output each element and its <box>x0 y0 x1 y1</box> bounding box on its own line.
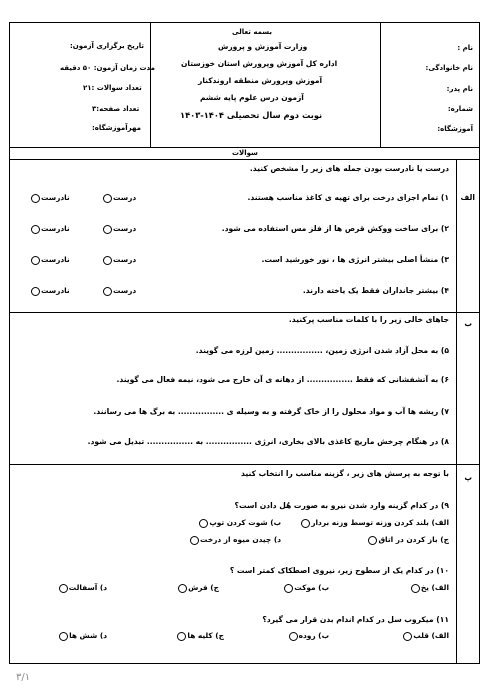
radio-circle-icon <box>31 225 40 234</box>
radio-circle-icon <box>103 194 112 203</box>
region: آموزش وپرورش منطقه اروندکنار <box>198 76 323 85</box>
ministry: وزارت آموزش و پرورش <box>218 42 308 51</box>
section-label-pe: پ <box>464 473 472 482</box>
q9-text: ۹) در کدام گزینه وارد شدن نیرو به صورت هُل دادن است؟ <box>234 501 449 510</box>
page-number: ۳/۱ <box>16 672 31 683</box>
q10-option-c[interactable]: ج) فرش <box>177 583 219 593</box>
radio-circle-icon <box>103 225 112 234</box>
q10-option-d[interactable]: د) آسفالت <box>58 583 107 593</box>
radio-circle-icon <box>31 287 40 296</box>
q11-option-c[interactable]: ج) کلیه ها <box>176 631 224 641</box>
section-label-be: ب <box>464 319 472 328</box>
alef-instruction: درست یا نادرست بودن جمله های زیر را مشخص کنید. <box>249 164 449 173</box>
q10-option-b[interactable]: ب) موکت <box>283 583 329 593</box>
field-date: تاریخ برگزاری آزمون: <box>70 42 145 50</box>
q11-option-d[interactable]: د) شش ها <box>58 631 107 641</box>
radio-circle-icon <box>301 519 310 528</box>
basmala: بسمه تعالی <box>232 28 273 36</box>
q9-option-d[interactable]: د) چیدن میوه از درخت <box>189 535 281 545</box>
field-stamp: مهرآموزشگاه: <box>92 124 141 132</box>
term: نوبت دوم سال تحصیلی ۱۴۰۴-۱۴۰۳ <box>180 110 323 120</box>
q9-option-b[interactable]: ب) شوت کردن توپ <box>198 518 281 528</box>
radio-circle-icon <box>199 519 208 528</box>
field-father: نام پدر: <box>446 85 473 93</box>
field-duration: مدت زمان آزمون: ۵۰ دقیقه <box>60 64 155 72</box>
field-number: شماره: <box>447 105 473 113</box>
be-item-8: ۸) در هنگام چرخش ماریچ کاغذی بالای بخاری، انرژی ................ به ................ تبدیل می شود. <box>87 437 449 446</box>
pe-instruction: با توجه به پرسش های زیر ، گزینه مناسب را انتخاب کنید <box>241 469 449 478</box>
alef-2-false[interactable]: نادرست <box>30 224 70 234</box>
radio-circle-icon <box>31 194 40 203</box>
q9-option-a[interactable]: الف) بلند کردن وزنه توسط وزنه بردار <box>300 518 449 528</box>
alef-item-2: ۲) برای ساخت ووکش قرص ها از فلز مس استفاده می شود. <box>221 224 449 233</box>
alef-1-true[interactable]: درست <box>102 193 136 203</box>
exam-sheet <box>9 22 480 664</box>
alef-2-true[interactable]: درست <box>102 224 136 234</box>
be-item-7: ۷) ریشه ها آب و مواد محلول را از خاک گرفته و به وسیله ی ................ به برگ ها می رسانند. <box>93 407 449 416</box>
radio-circle-icon <box>59 584 68 593</box>
radio-circle-icon <box>178 584 187 593</box>
radio-circle-icon <box>368 536 377 545</box>
alef-item-4: ۴) بیشتر جانداران فقط یک یاخته دارند. <box>302 286 449 295</box>
q11-option-b[interactable]: ب) روده <box>288 631 329 641</box>
radio-circle-icon <box>31 256 40 265</box>
q11-option-a[interactable]: الف) قلب <box>402 631 449 641</box>
field-name: نام : <box>457 44 473 52</box>
field-pages: تعداد صفحه:۳ <box>92 105 140 113</box>
radio-circle-icon <box>59 632 68 641</box>
radio-circle-icon <box>190 536 199 545</box>
radio-circle-icon <box>177 632 186 641</box>
alef-4-true[interactable]: درست <box>102 286 136 296</box>
q11-text: ۱۱) میکروب سل در کدام اندام بدن قرار می گیرد؟ <box>262 615 449 624</box>
alef-4-false[interactable]: نادرست <box>30 286 70 296</box>
alef-3-true[interactable]: درست <box>102 255 136 265</box>
alef-item-3: ۳) منشأ اصلی بیشتر انرژی ها ، نور خورشید است. <box>261 255 449 264</box>
be-instruction: جاهای خالی زیر را با کلمات مناسب پرکنید. <box>288 315 449 324</box>
radio-circle-icon <box>103 287 112 296</box>
field-count: تعداد سوالات :۲۱ <box>83 84 142 92</box>
q9-option-c[interactable]: ج) باز کردن در اتاق <box>367 535 449 545</box>
radio-circle-icon <box>289 632 298 641</box>
alef-item-1: ۱) تمام اجزای درخت برای تهیه ی کاغذ مناسب هستند. <box>247 193 449 202</box>
radio-circle-icon <box>403 632 412 641</box>
q10-option-a[interactable]: الف) یخ <box>410 583 449 593</box>
office: اداره کل آموزش وپرورش استان خوزستان <box>181 59 338 68</box>
radio-circle-icon <box>103 256 112 265</box>
alef-1-false[interactable]: نادرست <box>30 193 70 203</box>
radio-circle-icon <box>284 584 293 593</box>
field-family: نام خانوادگی: <box>425 64 473 72</box>
questions-label: سوالات <box>232 149 258 157</box>
radio-circle-icon <box>411 584 420 593</box>
exam-title: آزمون درس علوم پایه ششم <box>200 93 304 102</box>
section-label-alef: الف <box>460 193 475 202</box>
exam-header <box>10 23 479 148</box>
q10-text: ۱۰) در کدام یک از سطوح زیر، نیروی اصطکاک کمتر است ؟ <box>229 566 449 575</box>
be-item-6: ۶) به آتشفشانی که فقط ................ از دهانه ی آن خارج می شود، نیمه فعال می گویند. <box>116 375 449 384</box>
alef-3-false[interactable]: نادرست <box>30 255 70 265</box>
be-item-5: ۵) به محل آزاد شدن انرژی زمین، ................ زمین لرزه می گویند. <box>195 346 449 355</box>
field-school: آموزشگاه: <box>437 125 473 133</box>
